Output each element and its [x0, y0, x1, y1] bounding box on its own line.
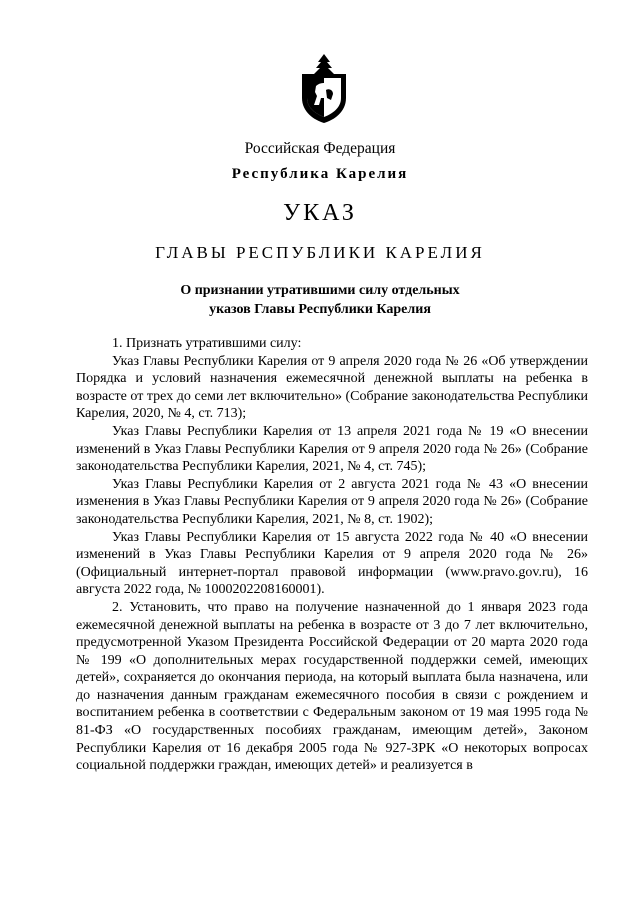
- body-paragraph: Указ Главы Республики Карелия от 13 апреля 2021 года № 19 «О внесении изменений в Указ Главы Республики Карелия от 9 апреля 2020 года № 26» (Собрание законодательства Республики Карелия, 2021, № 4, ст. 745);: [76, 423, 588, 475]
- karelia-coat-of-arms-icon: [296, 52, 352, 124]
- document-body: [76, 335, 588, 775]
- title-line-1: О признании утратившими силу отдельных: [180, 283, 460, 298]
- country-name: Российская Федерация: [244, 140, 396, 157]
- body-paragraph: Указ Главы Республики Карелия от 15 августа 2022 года № 40 «О внесении изменений в Указ Главы Республики Карелия от 9 апреля 2020 года № 26» (Официальный интернет-портал правовой информации (www.pravo.gov.ru), 16 августа 2022 года, № 1000202208160001).: [76, 529, 588, 598]
- body-paragraph: 1. Признать утратившими силу:: [112, 336, 302, 351]
- body-paragraph: Указ Главы Республики Карелия от 2 августа 2021 года № 43 «О внесении изменения в Указ Главы Республики Карелия от 9 апреля 2020 года № 26» (Собрание законодательства Республики Карелия, 2021, № 8, ст. 1902);: [76, 476, 588, 527]
- body-paragraph: Указ Главы Республики Карелия от 9 апреля 2020 года № 26 «Об утверждении Порядка и условий назначения ежемесячной денежной выплаты на ребенка в возрасте от трех до семи лет включительно» (Собрание законодательства Республики Карелия, 2020, № 4, ст. 713);: [76, 353, 588, 422]
- document-type: УКАЗ: [283, 200, 357, 226]
- republic-name: Республика Карелия: [231, 166, 409, 182]
- document-issuer: ГЛАВЫ РЕСПУБЛИКИ КАРЕЛИЯ: [155, 243, 485, 262]
- body-paragraph: 2. Установить, что право на получение назначенной до 1 января 2023 года ежемесячной денежной выплаты на ребенка в возрасте от 3 до 7 лет включительно, предусмотренной Указом Президента Российской Федерации от 20 марта 2020 года № 199 «О дополнительных мерах государственной поддержки семей, имеющих детей», сохраняется до окончания периода, на который выплата была назначена, или до назначения данным гражданам ежемесячного пособия в связи с рождением и воспитанием ребенка в соответствии с Федеральным законом от 19 мая 1995 года № 81-ФЗ «О государственных пособиях гражданам, имеющим детей», Законом Республики Карелия от 16 декабря 2005 года № 927-ЗРК «О некоторых вопросах социальной поддержки граждан, имеющих детей» и реализуется в: [76, 599, 588, 774]
- title-line-2: указов Главы Республики Карелия: [209, 302, 431, 317]
- document-title: [0, 281, 640, 319]
